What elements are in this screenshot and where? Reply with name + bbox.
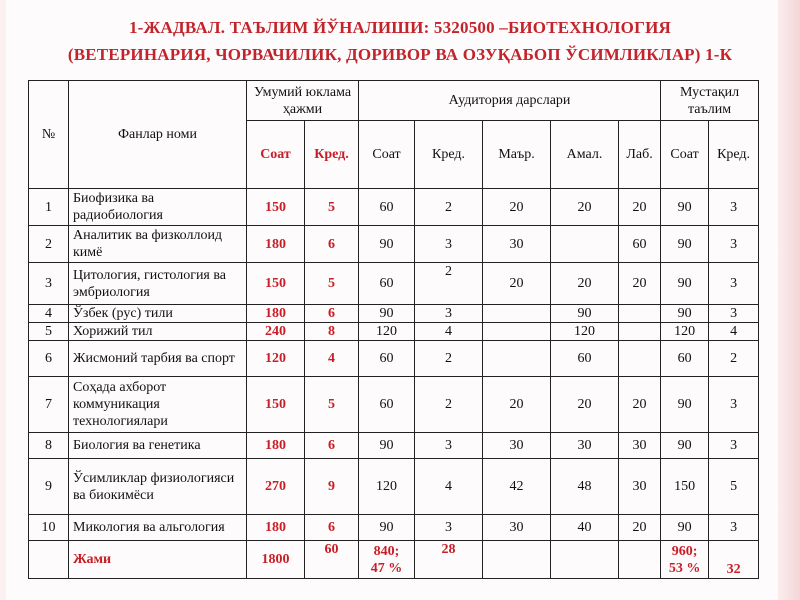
title-line-1: 1-ЖАДВАЛ. ТАЪЛИМ ЙЎНАЛИШИ: 5320500 –БИОТЕХНОЛОГИЯ	[128, 18, 671, 37]
row-total-credits: 6	[305, 433, 359, 459]
row-total-hours: 150	[247, 189, 305, 226]
row-lab: 20	[619, 263, 661, 305]
totals-practice	[551, 541, 619, 579]
row-total-hours: 270	[247, 459, 305, 515]
row-ind-hours: 90	[661, 515, 709, 541]
row-aud-credits: 2	[415, 377, 483, 433]
row-practice: 20	[551, 377, 619, 433]
row-ind-credits: 3	[709, 189, 759, 226]
row-ind-credits: 2	[709, 341, 759, 377]
totals-total-hours: 1800	[247, 541, 305, 579]
row-aud-hours: 90	[359, 226, 415, 263]
totals-ind-hours-value: 960;	[671, 543, 698, 559]
row-aud-credits: 3	[415, 515, 483, 541]
row-aud-credits: 3	[415, 305, 483, 323]
header-ind-hours: Соат	[661, 121, 709, 189]
row-practice: 90	[551, 305, 619, 323]
row-total-credits: 4	[305, 341, 359, 377]
row-lecture	[483, 305, 551, 323]
row-practice: 120	[551, 323, 619, 341]
table-row	[29, 305, 759, 323]
header-subject: Фанлар номи	[69, 81, 247, 189]
slide-left-edge	[0, 0, 6, 600]
row-lecture: 20	[483, 189, 551, 226]
row-num: 5	[29, 323, 69, 341]
row-ind-credits: 3	[709, 263, 759, 305]
row-lab	[619, 323, 661, 341]
row-subject: Соҳада ахборот коммуникация технологиялари	[69, 377, 247, 433]
row-ind-credits: 3	[709, 515, 759, 541]
row-practice: 20	[551, 263, 619, 305]
row-num: 7	[29, 377, 69, 433]
row-ind-hours: 90	[661, 305, 709, 323]
row-total-credits: 6	[305, 305, 359, 323]
row-total-hours: 180	[247, 433, 305, 459]
slide-right-edge	[778, 0, 800, 600]
header-row-1	[29, 81, 759, 121]
row-lecture	[483, 323, 551, 341]
totals-row	[29, 541, 759, 579]
row-subject: Цитология, гистология ва эмбриология	[69, 263, 247, 305]
row-practice: 48	[551, 459, 619, 515]
table-row	[29, 341, 759, 377]
totals-label: Жами	[69, 541, 247, 579]
header-practice: Амал.	[551, 121, 619, 189]
row-ind-hours: 90	[661, 189, 709, 226]
row-practice: 60	[551, 341, 619, 377]
row-ind-credits: 3	[709, 305, 759, 323]
row-lab	[619, 341, 661, 377]
row-practice: 30	[551, 433, 619, 459]
row-ind-credits: 3	[709, 433, 759, 459]
title-line-2: (ВЕТЕРИНАРИЯ, ЧОРВАЧИЛИК, ДОРИВОР ВА ОЗУҚАБОП ЎСИМЛИКЛАР) 1-К	[67, 45, 733, 64]
row-practice	[551, 226, 619, 263]
totals-total-credits: 60	[305, 541, 359, 579]
row-subject: Аналитик ва физколлоид кимё	[69, 226, 247, 263]
table-row	[29, 263, 759, 305]
row-subject: Жисмоний тарбия ва спорт	[69, 341, 247, 377]
row-lecture: 30	[483, 226, 551, 263]
row-ind-credits: 3	[709, 377, 759, 433]
totals-aud-hours-percent: 47 %	[370, 560, 403, 576]
totals-ind-credits: 32	[709, 541, 759, 579]
row-aud-hours: 60	[359, 341, 415, 377]
row-total-credits: 9	[305, 459, 359, 515]
row-ind-hours: 60	[661, 341, 709, 377]
row-aud-credits: 4	[415, 323, 483, 341]
row-aud-hours: 90	[359, 305, 415, 323]
row-total-hours: 120	[247, 341, 305, 377]
row-ind-hours: 90	[661, 263, 709, 305]
row-aud-hours: 120	[359, 459, 415, 515]
row-total-hours: 180	[247, 515, 305, 541]
table-row	[29, 226, 759, 263]
row-total-credits: 8	[305, 323, 359, 341]
totals-lab	[619, 541, 661, 579]
row-subject: Ўзбек (рус) тили	[69, 305, 247, 323]
row-aud-credits: 4	[415, 459, 483, 515]
row-subject: Ўсимликлар физиологияси ва биокимёси	[69, 459, 247, 515]
row-total-credits: 6	[305, 515, 359, 541]
header-aud-hours: Соат	[359, 121, 415, 189]
row-subject: Микология ва альгология	[69, 515, 247, 541]
row-ind-credits: 5	[709, 459, 759, 515]
row-num: 2	[29, 226, 69, 263]
totals-ind-hours-percent: 53 %	[668, 560, 701, 576]
row-practice: 20	[551, 189, 619, 226]
row-lecture: 30	[483, 433, 551, 459]
row-total-hours: 150	[247, 377, 305, 433]
totals-ind-hours	[661, 541, 709, 579]
row-aud-credits: 3	[415, 226, 483, 263]
header-ind-credits: Кред.	[709, 121, 759, 189]
header-total-load: Умумий юклама ҳажми	[247, 81, 359, 121]
row-practice: 40	[551, 515, 619, 541]
row-subject: Биология ва генетика	[69, 433, 247, 459]
row-aud-credits: 2	[415, 341, 483, 377]
header-num: №	[29, 81, 69, 189]
row-ind-credits: 3	[709, 226, 759, 263]
row-num: 1	[29, 189, 69, 226]
header-auditory: Аудитория дарслари	[359, 81, 661, 121]
row-num: 3	[29, 263, 69, 305]
row-num: 8	[29, 433, 69, 459]
row-subject: Биофизика ва радиобиология	[69, 189, 247, 226]
row-ind-credits: 4	[709, 323, 759, 341]
row-lecture: 20	[483, 263, 551, 305]
row-lab: 20	[619, 515, 661, 541]
row-total-hours: 150	[247, 263, 305, 305]
row-lab: 20	[619, 377, 661, 433]
totals-lecture	[483, 541, 551, 579]
table-row	[29, 189, 759, 226]
row-aud-hours: 60	[359, 189, 415, 226]
table-row	[29, 433, 759, 459]
header-lecture: Маъp.	[483, 121, 551, 189]
header-aud-credits: Кред.	[415, 121, 483, 189]
row-lecture: 42	[483, 459, 551, 515]
totals-aud-hours-value: 840;	[373, 543, 400, 559]
row-num: 9	[29, 459, 69, 515]
row-aud-credits: 3	[415, 433, 483, 459]
row-lab: 30	[619, 433, 661, 459]
table-row	[29, 515, 759, 541]
row-total-hours: 240	[247, 323, 305, 341]
row-total-credits: 6	[305, 226, 359, 263]
row-ind-hours: 150	[661, 459, 709, 515]
row-aud-credits: 2	[415, 189, 483, 226]
row-aud-credits: 2	[415, 263, 483, 305]
page-title	[22, 14, 778, 68]
curriculum-table	[28, 80, 759, 579]
row-num: 10	[29, 515, 69, 541]
header-independent: Мустақил таълим	[661, 81, 759, 121]
row-lab: 20	[619, 189, 661, 226]
row-aud-hours: 60	[359, 377, 415, 433]
row-total-hours: 180	[247, 305, 305, 323]
row-ind-hours: 90	[661, 433, 709, 459]
header-total-hours: Соат	[247, 121, 305, 189]
row-aud-hours: 60	[359, 263, 415, 305]
totals-aud-credits: 28	[415, 541, 483, 579]
row-ind-hours: 120	[661, 323, 709, 341]
row-num: 6	[29, 341, 69, 377]
row-lab: 30	[619, 459, 661, 515]
row-total-credits: 5	[305, 189, 359, 226]
table-row	[29, 323, 759, 341]
header-total-credits: Кред.	[305, 121, 359, 189]
row-lab: 60	[619, 226, 661, 263]
header-lab: Лаб.	[619, 121, 661, 189]
totals-aud-hours	[359, 541, 415, 579]
row-lecture: 20	[483, 377, 551, 433]
row-lecture	[483, 341, 551, 377]
table-row	[29, 377, 759, 433]
row-subject: Хорижий тил	[69, 323, 247, 341]
row-total-hours: 180	[247, 226, 305, 263]
row-lab	[619, 305, 661, 323]
row-aud-hours: 90	[359, 433, 415, 459]
row-total-credits: 5	[305, 263, 359, 305]
row-ind-hours: 90	[661, 377, 709, 433]
row-lecture: 30	[483, 515, 551, 541]
row-aud-hours: 90	[359, 515, 415, 541]
row-aud-hours: 120	[359, 323, 415, 341]
totals-num	[29, 541, 69, 579]
row-total-credits: 5	[305, 377, 359, 433]
table-row	[29, 459, 759, 515]
row-ind-hours: 90	[661, 226, 709, 263]
row-num: 4	[29, 305, 69, 323]
